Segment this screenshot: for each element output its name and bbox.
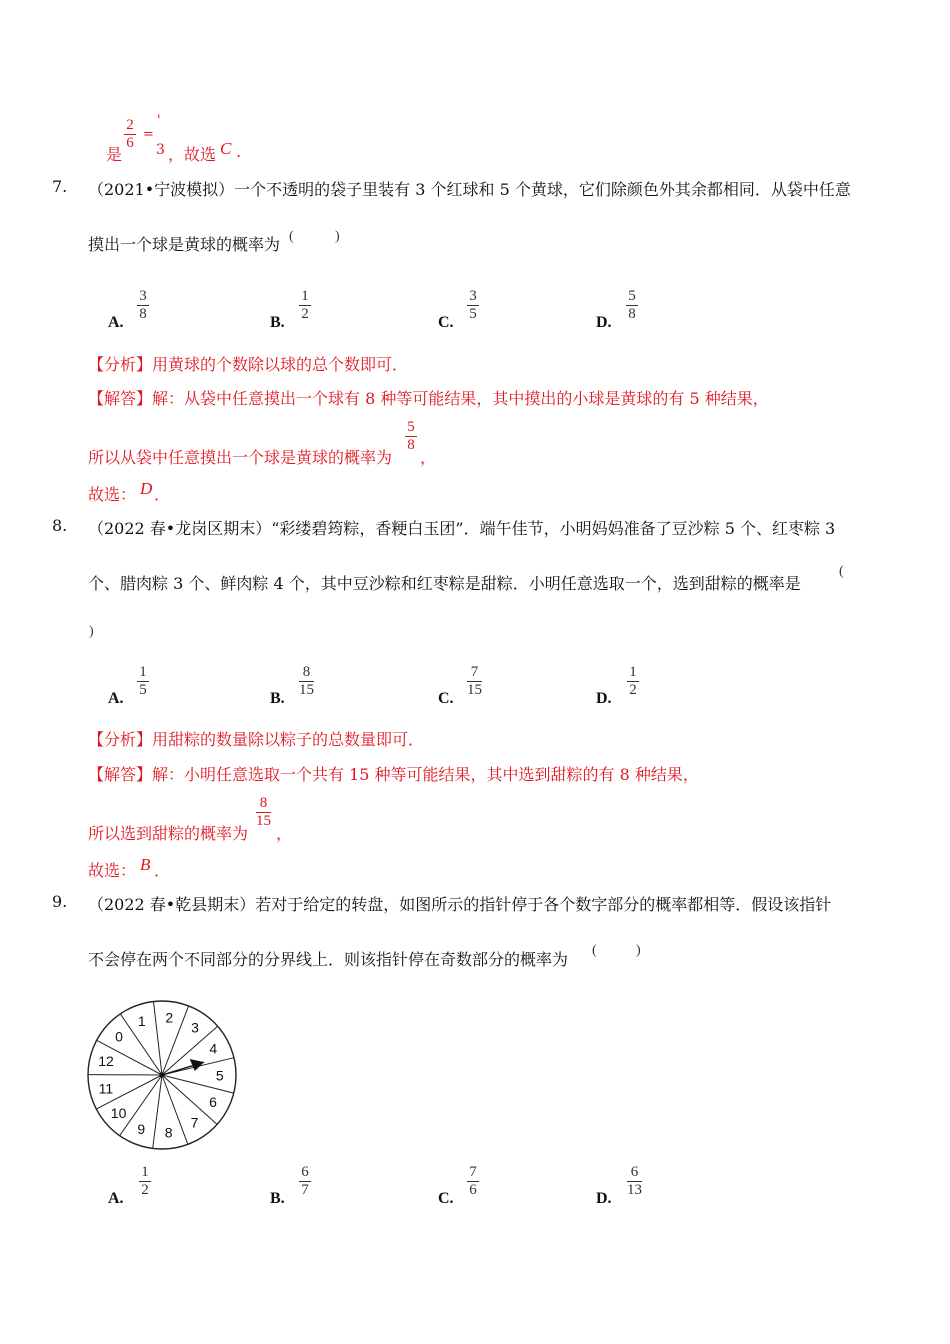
q9-option-d-fraction[interactable] [627, 1164, 642, 1199]
q9-paren-open: ( [592, 943, 597, 958]
spinner-label-9: 9 [137, 1120, 146, 1137]
q8-option-c-fraction[interactable] [467, 664, 482, 699]
spinner-label-0: 0 [115, 1028, 123, 1045]
q9-stem-line2: 不会停在两个不同部分的分界线上．则该指针停在奇数部分的概率为 [88, 950, 569, 969]
fraction-den: 15 [299, 682, 314, 698]
q9-option-c-label[interactable]: C. [438, 1190, 454, 1207]
q7-option-b-label[interactable]: B. [270, 314, 285, 331]
q8-option-d-label[interactable]: D. [596, 690, 612, 707]
fraction-num: 1 [301, 288, 309, 304]
q9-paren-close: ) [636, 943, 641, 958]
fraction-num: 3 [469, 288, 477, 304]
fraction-den: 7 [301, 1182, 309, 1198]
q7-answer-line1: 【解答】解：从袋中任意摸出一个球有 8 种等可能结果，其中摸出的小球是黄球的有 5 种结果， [88, 389, 769, 408]
spinner-label-11: 11 [98, 1080, 114, 1097]
top-broken-den: 3 [156, 142, 165, 158]
q7-option-c-fraction[interactable] [467, 288, 479, 323]
spinner-label-8: 8 [164, 1124, 173, 1141]
q7-option-b-fraction[interactable] [299, 288, 311, 323]
q7-answer-line2: 所以从袋中任意摸出一个球是黄球的概率为 [88, 448, 393, 467]
fraction-den: 15 [256, 813, 271, 829]
top-answer-letter: C [220, 139, 232, 158]
q7-option-a-label[interactable]: A. [108, 314, 124, 331]
q7-stem-line1: （2021•宁波模拟）一个不透明的袋子里装有 3 个红球和 5 个黄球，它们除颜色外其余都相同．从袋中任意 [88, 180, 851, 199]
q9-option-d-label[interactable]: D. [596, 1190, 612, 1207]
top-equals: = [143, 127, 154, 142]
q9-option-b-fraction[interactable] [299, 1164, 311, 1199]
q8-answer-fraction [256, 795, 271, 830]
spinner-label-2: 2 [165, 1009, 174, 1026]
q8-option-a-fraction[interactable] [137, 664, 149, 699]
q8-answer-line2: 所以选到甜粽的概率为 [88, 824, 249, 843]
fraction-den: 2 [301, 306, 309, 322]
q8-option-a-label[interactable]: A. [108, 690, 124, 707]
q7-option-d-fraction[interactable] [626, 288, 638, 323]
fraction-num: 8 [259, 795, 268, 811]
q7-answer-comma: ， [420, 448, 437, 467]
spinner-label-7: 7 [190, 1114, 199, 1131]
q8-option-d-fraction[interactable] [627, 664, 639, 699]
q7-paren-close: ) [335, 229, 340, 244]
q8-answer-line1: 【解答】解：小明任意选取一个共有 15 种等可能结果，其中选到甜粽的有 8 种结果， [88, 765, 699, 784]
q8-stem-line2: 个、腊肉粽 3 个、鲜肉粽 4 个，其中豆沙粽和红枣粽是甜粽．小明任意选取一个，选到甜粽的概率是 [88, 574, 801, 593]
fraction-num: 5 [407, 419, 415, 435]
q9-option-c-fraction[interactable] [467, 1164, 479, 1199]
fraction-num: 6 [301, 1164, 309, 1180]
q8-analysis: 【分析】用甜粽的数量除以粽子的总数量即可． [88, 730, 425, 749]
fraction-num: 1 [629, 664, 637, 680]
q8-paren-open: ( [839, 564, 844, 579]
q8-answer-comma: ， [276, 824, 293, 843]
fraction-num: 1 [141, 1164, 149, 1180]
top-shi: 是 [106, 145, 123, 164]
fraction-den: 6 [469, 1182, 477, 1198]
fraction-den: 5 [469, 306, 477, 322]
q7-choose-letter: D [140, 479, 153, 498]
q7-paren-open: ( [289, 229, 294, 244]
q8-option-c-label[interactable]: C. [438, 690, 454, 707]
fraction-den: 13 [627, 1182, 642, 1198]
fraction-num: 5 [628, 288, 636, 304]
fraction-num: 1 [139, 664, 147, 680]
fraction-num: 3 [139, 288, 147, 304]
spinner-label-12: 12 [98, 1052, 114, 1069]
q7-option-a-fraction[interactable] [137, 288, 149, 323]
q8-option-b-label[interactable]: B. [270, 690, 285, 707]
fraction-num: 7 [470, 664, 479, 680]
fraction-den: 8 [139, 306, 147, 322]
fraction-num: 8 [302, 664, 311, 680]
q9-option-b-label[interactable]: B. [270, 1190, 285, 1207]
q7-option-c-label[interactable]: C. [438, 314, 454, 331]
fraction-den: 15 [467, 682, 482, 698]
fraction-num: 6 [630, 1164, 639, 1180]
q7-choose: 故选： [88, 485, 137, 504]
spinner-label-4: 4 [209, 1040, 218, 1057]
q7-choose-end: ． [154, 485, 171, 504]
q8-choose-end: ． [154, 861, 171, 880]
q8-stem-line1: （2022 春•龙岗区期末）“彩缕碧筠粽，香粳白玉团”．端午佳节，小明妈妈准备了豆沙粽 5 个、红枣粽 3 [88, 519, 836, 538]
q9-option-a-label[interactable]: A. [108, 1190, 124, 1207]
fraction-den: 2 [141, 1182, 149, 1198]
spinner-label-3: 3 [191, 1019, 199, 1036]
top-fraction [124, 117, 136, 152]
q9-stem-line1: （2022 春•乾县期末）若对于给定的转盘，如图所示的指针停于各个数字部分的概率都相等．假设该指针 [88, 895, 832, 914]
q9-number: 9. [52, 892, 68, 911]
spinner-label-1: 1 [137, 1012, 146, 1029]
q7-analysis: 【分析】用黄球的个数除以球的总个数即可． [88, 355, 409, 374]
q7-answer-fraction [405, 419, 417, 454]
q8-choose: 故选： [88, 861, 137, 880]
fraction-num: 7 [469, 1164, 477, 1180]
fraction-den: 5 [139, 682, 147, 698]
fraction-den: 2 [629, 682, 637, 698]
top-conclude: ，故选 [168, 145, 217, 164]
q7-stem-line2: 摸出一个球是黄球的概率为 [88, 235, 281, 254]
q8-paren-close: ) [89, 624, 94, 639]
q9-option-a-fraction[interactable] [139, 1164, 151, 1199]
fraction-den: 8 [628, 306, 636, 322]
top-fraction-den: 6 [126, 135, 134, 151]
q8-number: 8. [52, 516, 68, 535]
q7-option-d-label[interactable]: D. [596, 314, 612, 331]
top-fraction-num: 2 [126, 117, 134, 133]
q7-number: 7. [52, 177, 68, 196]
spinner-hub [160, 1073, 165, 1078]
spinner-label-10: 10 [110, 1105, 127, 1122]
spinner-label-5: 5 [215, 1067, 224, 1084]
q8-option-b-fraction[interactable] [299, 664, 314, 699]
q8-choose-letter: B [140, 855, 151, 874]
top-broken-num: ' [157, 113, 161, 128]
spinner-label-6: 6 [209, 1094, 217, 1111]
spinner-diagram [82, 995, 242, 1155]
fraction-den: 8 [407, 437, 415, 453]
top-end: . [236, 142, 242, 161]
